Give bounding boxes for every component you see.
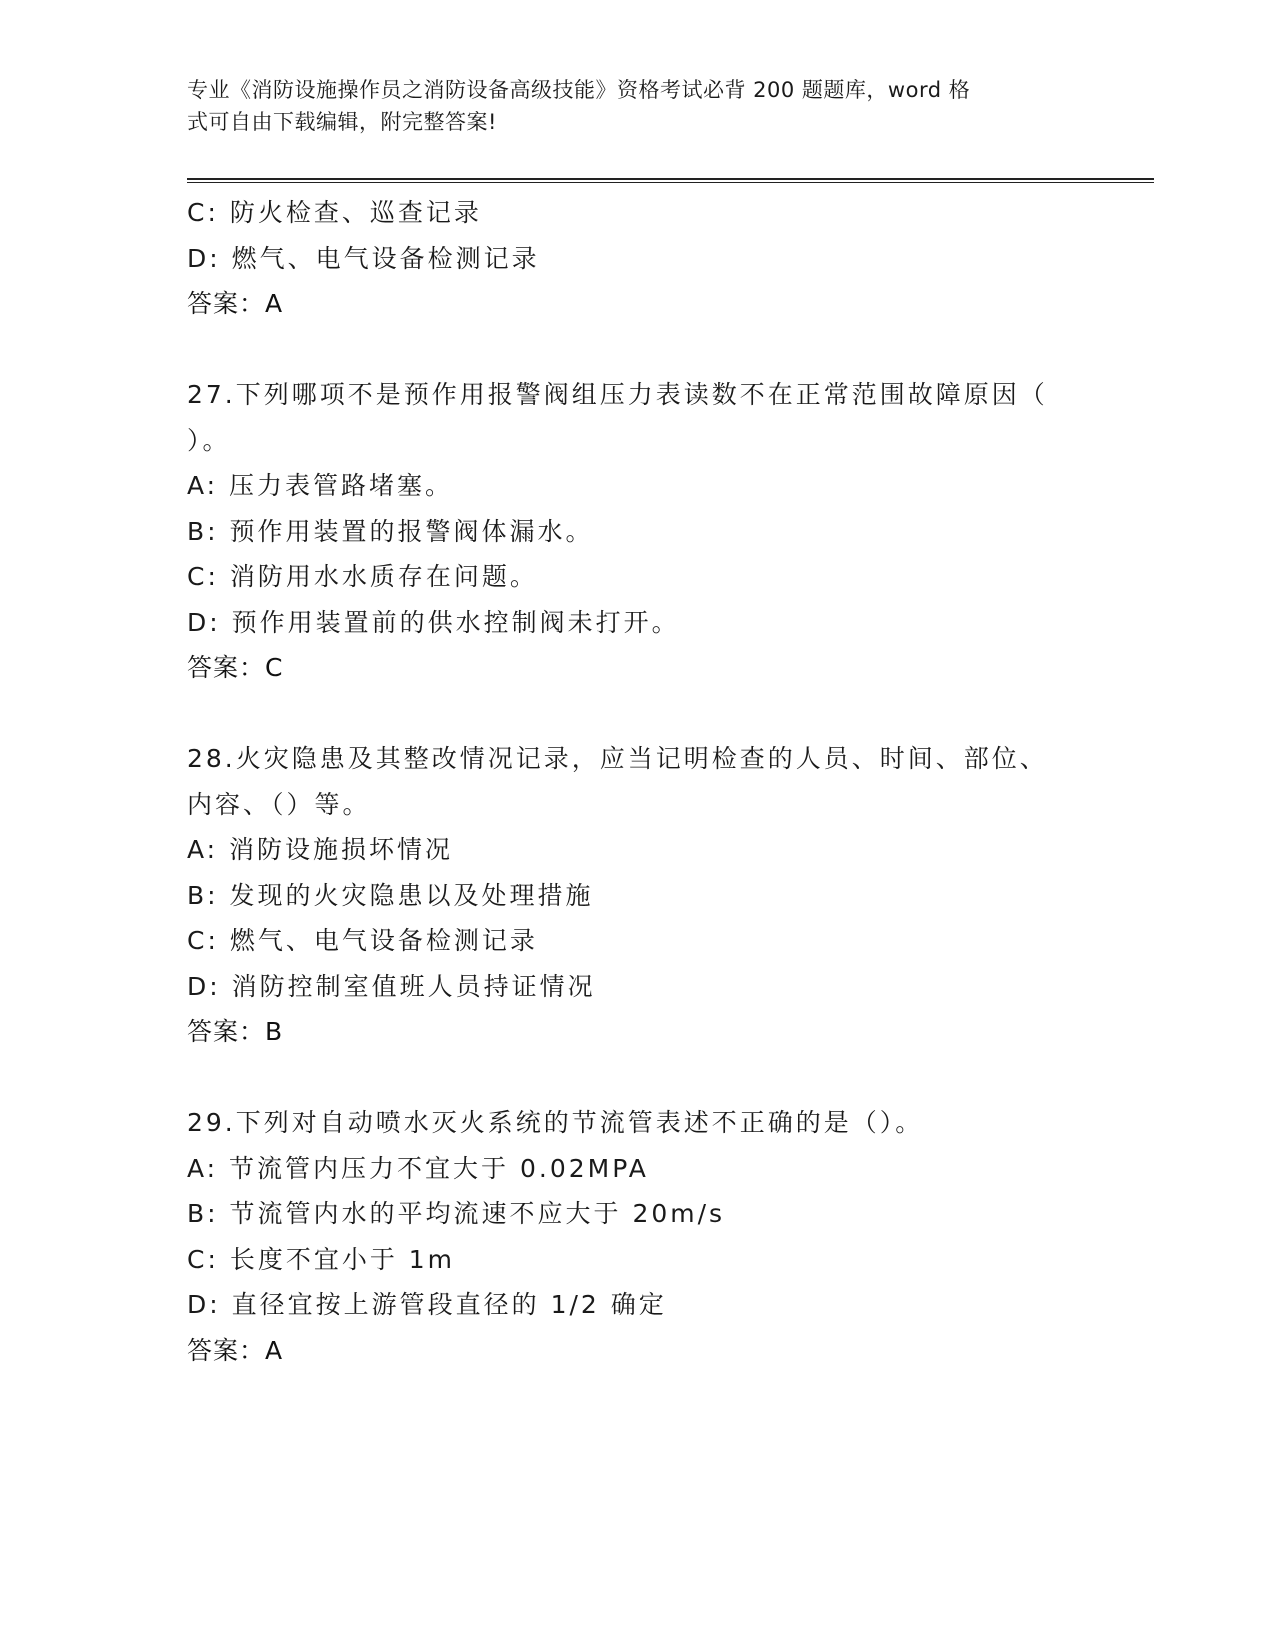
option-d: D: 消防控制室值班人员持证情况 <box>187 971 596 1001</box>
question-stem-line: 28.火灾隐患及其整改情况记录，应当记明检查的人员、时间、部位、 <box>187 744 1048 773</box>
option-b: B: 节流管内水的平均流速不应大于 20m/s <box>187 1199 726 1228</box>
question-29 <box>187 1100 1087 1373</box>
option-c: C: 长度不宜小于 1m <box>187 1244 456 1274</box>
answer-line: 答案：A <box>187 289 284 318</box>
header-line-2: 式可自由下载编辑，附完整答案! <box>187 110 497 134</box>
question-stem-line: 内容、（）等。 <box>187 789 371 819</box>
option-d: D: 直径宜按上游管段直径的 1/2 确定 <box>187 1290 667 1319</box>
answer-line: 答案：B <box>187 1017 284 1046</box>
document-header <box>187 74 1067 138</box>
question-stem-line: 29.下列对自动喷水灭火系统的节流管表述不正确的是（）。 <box>187 1108 924 1137</box>
spacer <box>187 691 1087 737</box>
question-27 <box>187 372 1087 691</box>
header-line-1: 专业《消防设施操作员之消防设备高级技能》资格考试必背 200 题题库，word 格 <box>187 78 971 102</box>
option-a: A: 压力表管路堵塞。 <box>187 471 454 500</box>
question-stem-line: 27.下列哪项不是预作用报警阀组压力表读数不在正常范围故障原因（ <box>187 380 1048 409</box>
answer-line: 答案：C <box>187 653 284 682</box>
spacer <box>187 1055 1087 1101</box>
question-stem-line: ）。 <box>187 425 231 455</box>
option-c: C: 防火检查、巡查记录 <box>187 198 482 227</box>
question-fragment <box>187 190 1087 327</box>
option-d: D: 燃气、电气设备检测记录 <box>187 243 540 273</box>
option-a: A: 消防设施损坏情况 <box>187 835 454 864</box>
spacer <box>187 327 1087 373</box>
header-divider <box>187 178 1154 183</box>
option-c: C: 消防用水水质存在问题。 <box>187 562 538 591</box>
option-b: B: 发现的火灾隐患以及处理措施 <box>187 880 594 910</box>
option-d: D: 预作用装置前的供水控制阀未打开。 <box>187 607 680 637</box>
option-b: B: 预作用装置的报警阀体漏水。 <box>187 516 594 546</box>
question-28 <box>187 736 1087 1055</box>
question-list <box>187 190 1087 1373</box>
option-a: A: 节流管内压力不宜大于 0.02MPA <box>187 1153 649 1183</box>
option-c: C: 燃气、电气设备检测记录 <box>187 926 538 955</box>
answer-line: 答案：A <box>187 1335 284 1365</box>
